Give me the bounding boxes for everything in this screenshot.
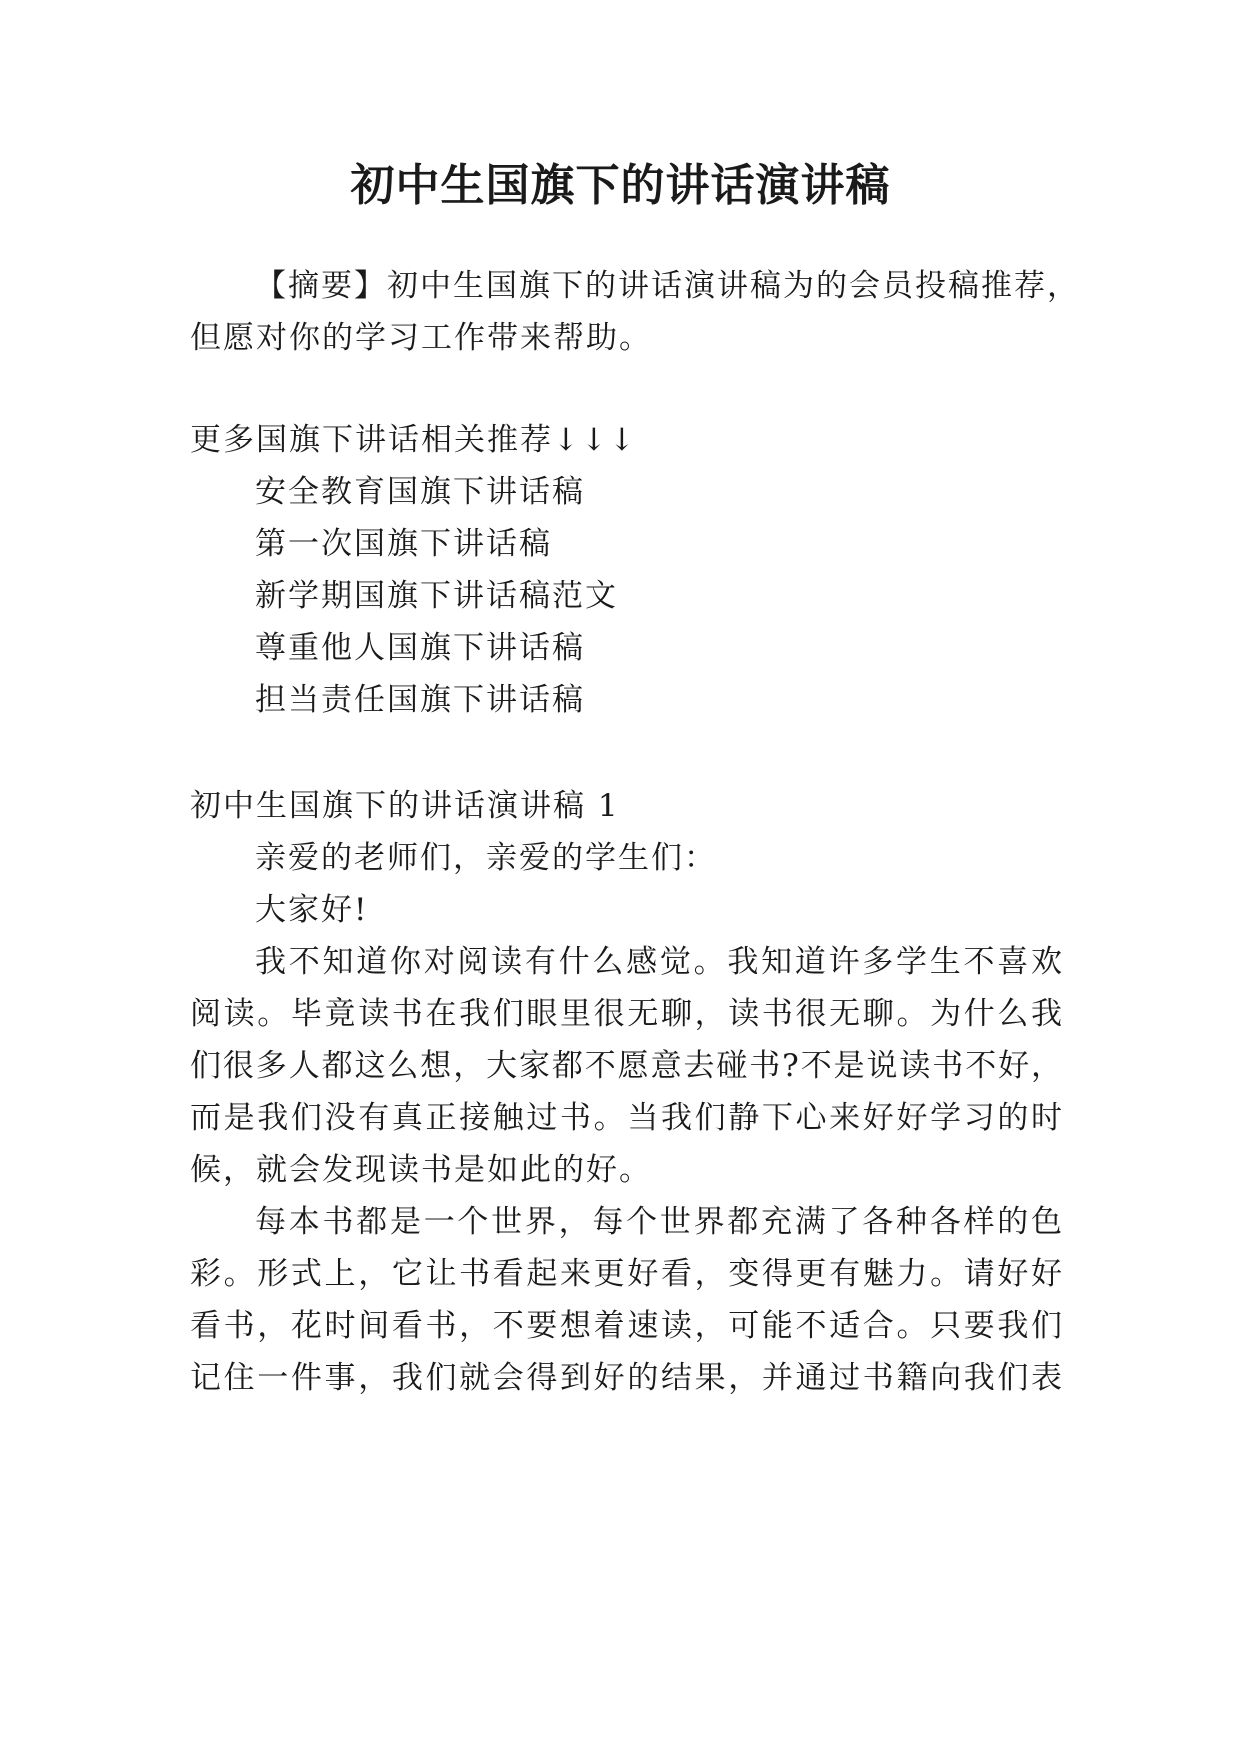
paragraph-2-line: 看书，花时间看书，不要想着速读，可能不适合。只要我们 bbox=[190, 1308, 1062, 1344]
abstract-line-2: 但愿对你的学习工作带来帮助。 bbox=[190, 320, 652, 356]
greeting: 大家好! bbox=[255, 892, 369, 928]
related-link[interactable]: 尊重他人国旗下讲话稿 bbox=[255, 630, 585, 666]
related-link[interactable]: 担当责任国旗下讲话稿 bbox=[255, 682, 585, 718]
related-link[interactable]: 第一次国旗下讲话稿 bbox=[255, 526, 552, 562]
paragraph-1-line: 而是我们没有真正接触过书。当我们静下心来好好学习的时 bbox=[190, 1100, 1062, 1136]
more-recommendations-heading: 更多国旗下讲话相关推荐↓↓↓ bbox=[190, 422, 637, 458]
abstract-line-1: 【摘要】初中生国旗下的讲话演讲稿为的会员投稿推荐， bbox=[255, 268, 1080, 304]
paragraph-1-line: 们很多人都这么想，大家都不愿意去碰书?不是说读书不好， bbox=[190, 1048, 1062, 1084]
paragraph-2-line: 彩。形式上，它让书看起来更好看，变得更有魅力。请好好 bbox=[190, 1256, 1062, 1292]
document-title: 初中生国旗下的讲话演讲稿 bbox=[350, 160, 891, 211]
paragraph-1-line: 我不知道你对阅读有什么感觉。我知道许多学生不喜欢 bbox=[255, 944, 1062, 980]
section-heading: 初中生国旗下的讲话演讲稿 1 bbox=[190, 788, 620, 824]
paragraph-2-line: 记住一件事，我们就会得到好的结果，并通过书籍向我们表 bbox=[190, 1360, 1062, 1396]
related-link[interactable]: 安全教育国旗下讲话稿 bbox=[255, 474, 585, 510]
related-link[interactable]: 新学期国旗下讲话稿范文 bbox=[255, 578, 618, 614]
paragraph-1-line: 阅读。毕竟读书在我们眼里很无聊，读书很无聊。为什么我 bbox=[190, 996, 1062, 1032]
paragraph-1-line: 候，就会发现读书是如此的好。 bbox=[190, 1152, 652, 1188]
paragraph-2-line: 每本书都是一个世界，每个世界都充满了各种各样的色 bbox=[255, 1204, 1062, 1240]
salutation: 亲爱的老师们，亲爱的学生们： bbox=[255, 840, 717, 876]
